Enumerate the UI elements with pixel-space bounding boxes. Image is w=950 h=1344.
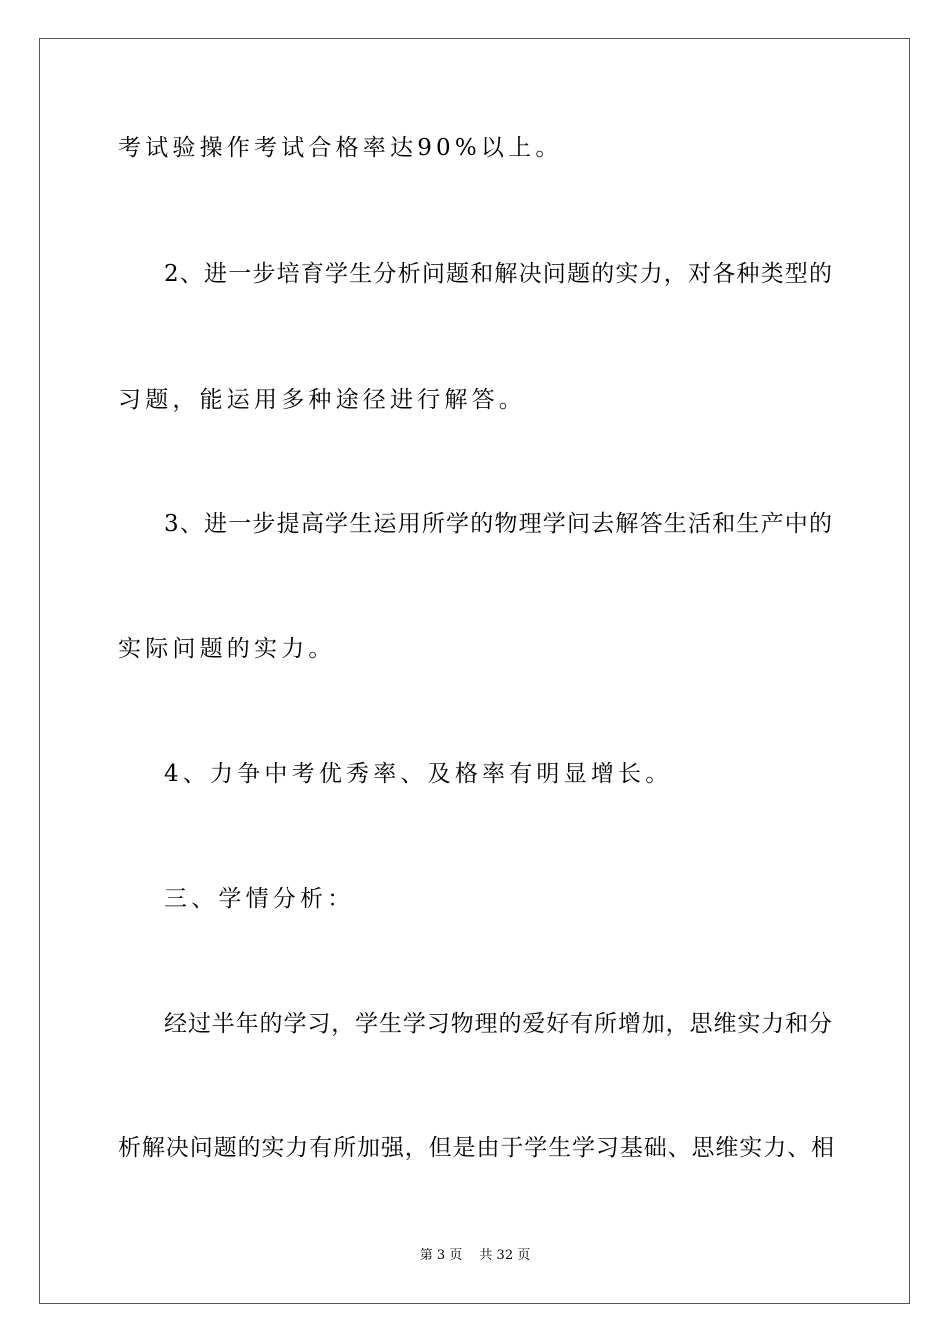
page-border xyxy=(39,38,910,1304)
page-number-footer: 第 3 页 共 32 页 xyxy=(419,1248,531,1263)
paragraph-line-6: 4、力争中考优秀率、及格率有明显增长。 xyxy=(164,761,673,787)
paragraph-line-8: 析解决问题的实力有所加强，但是由于学生学习基础、思维实力、相 xyxy=(118,1135,834,1161)
section-heading: 三、学情分析： xyxy=(164,886,355,912)
paragraph-line-4: 3、进一步提高学生运用所学的物理学问去解答生活和生产中的 xyxy=(164,511,832,537)
paragraph-line-1: 考试验操作考试合格率达90%以上。 xyxy=(118,135,563,161)
paragraph-line-5: 实际问题的实力。 xyxy=(118,636,336,662)
paragraph-line-7: 经过半年的学习，学生学习物理的爱好有所增加，思维实力和分 xyxy=(164,1011,832,1037)
paragraph-line-2: 2、进一步培育学生分析问题和解决问题的实力，对各种类型的 xyxy=(164,261,832,287)
paragraph-line-3: 习题，能运用多种途径进行解答。 xyxy=(118,387,526,413)
